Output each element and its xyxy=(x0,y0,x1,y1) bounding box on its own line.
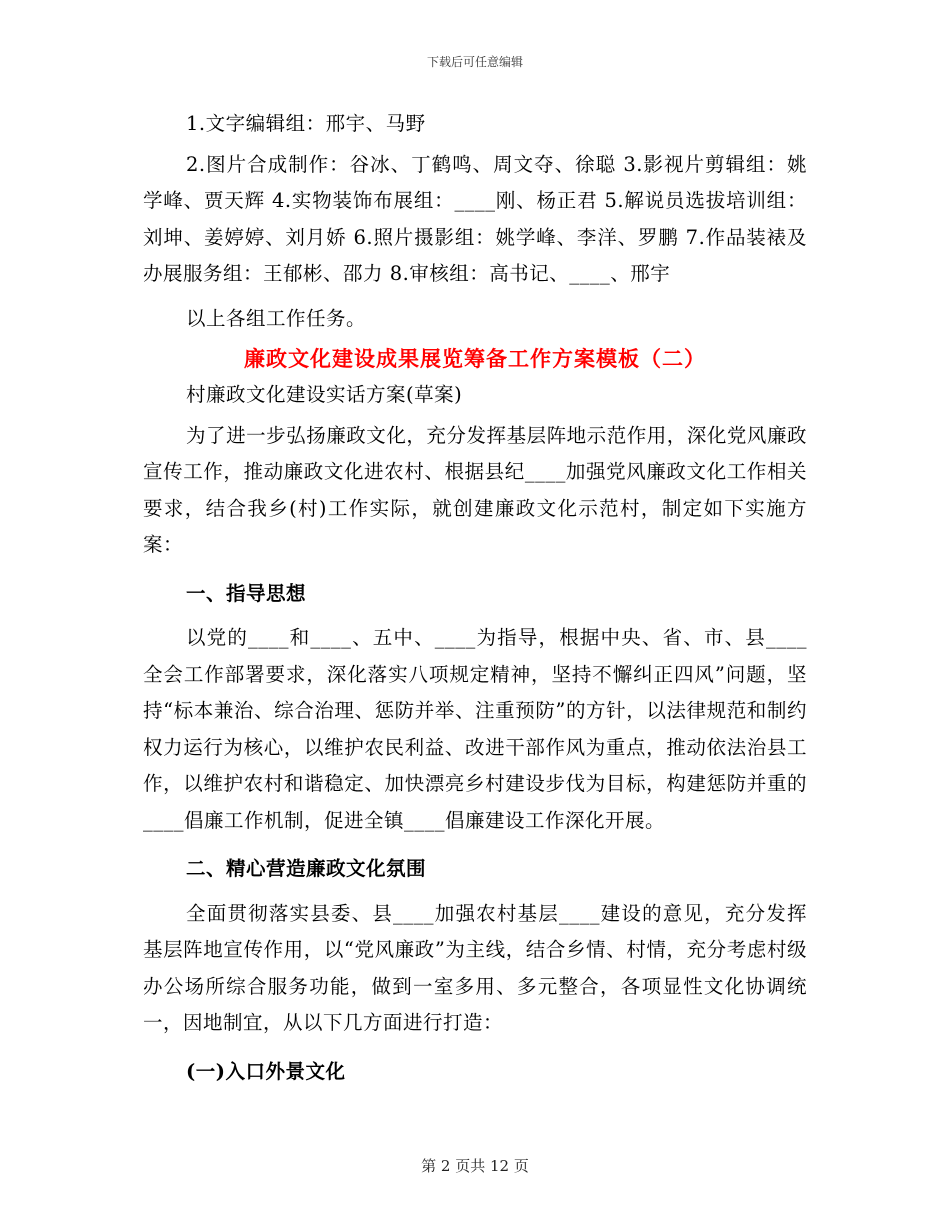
document-body xyxy=(143,106,807,1090)
heading-guiding-ideology: 一、指导思想 xyxy=(186,581,307,605)
paragraph-group-tasks: 以上各组工作任务。 xyxy=(186,306,367,330)
page-footer: 第 2 页共 12 页 xyxy=(421,1157,529,1175)
document-subtitle: 村廉政文化建设实话方案(草案) xyxy=(186,383,463,406)
page-header: 下载后可任意编辑 xyxy=(426,55,523,69)
paragraph-group-list: 2.图片合成制作：谷冰、丁鹤鸣、周文夺、徐聪 3.影视片剪辑组：姚学峰、贾天辉 4.实物装饰布展组：____刚、杨正君 5.解说员选拔培训组：刘坤、姜婷婷、刘月娇 6.照片摄影组：姚学峰、李洋、罗鹏 7.作品装裱及办展服务组：王郁彬、邵力 8.审核组：高书记、____、邢宇 xyxy=(143,152,807,285)
section-title: 廉政文化建设成果展览筹备工作方案模板（二） xyxy=(244,346,706,371)
paragraph-guiding-ideology: 以党的____和____、五中、____为指导，根据中央、省、市、县____全会工作部署要求，深化落实八项规定精神，坚持不懈纠正四风”问题，坚持“标本兼治、综合治理、惩防并举、注重预防”的方针，以法律规范和制约权力运行为核心，以维护农民利益、改进干部作风为重点，推动依法治县工作，以维护农村和谐稳定、加快漂亮乡村建设步伐为目标，构建惩防并重的____倡廉工作机制，促进全镇____倡廉建设工作深化开展。 xyxy=(143,626,807,832)
paragraph-atmosphere: 全面贯彻落实县委、县____加强农村基层____建设的意见，充分发挥基层阵地宣传作用，以“党风廉政”为主线，结合乡情、村情，充分考虑村级办公场所综合服务功能，做到一室多用、多元整合，各项显性文化协调统一，因地制宜，从以下几方面进行打造： xyxy=(143,901,807,1034)
heading-atmosphere: 二、精心营造廉政文化氛围 xyxy=(186,857,427,880)
paragraph-text-editing-group: 1.文字编辑组：邢宇、马野 xyxy=(186,112,426,135)
heading-entrance-culture: (一)入口外景文化 xyxy=(186,1059,346,1083)
paragraph-intro: 为了进一步弘扬廉政文化，充分发挥基层阵地示范作用，深化党风廉政宣传工作，推动廉政文化进农村、根据县纪____加强党风廉政文化工作相关要求，结合我乡(村)工作实际，就创建廉政文化示范村，制定如下实施方案： xyxy=(143,423,807,556)
